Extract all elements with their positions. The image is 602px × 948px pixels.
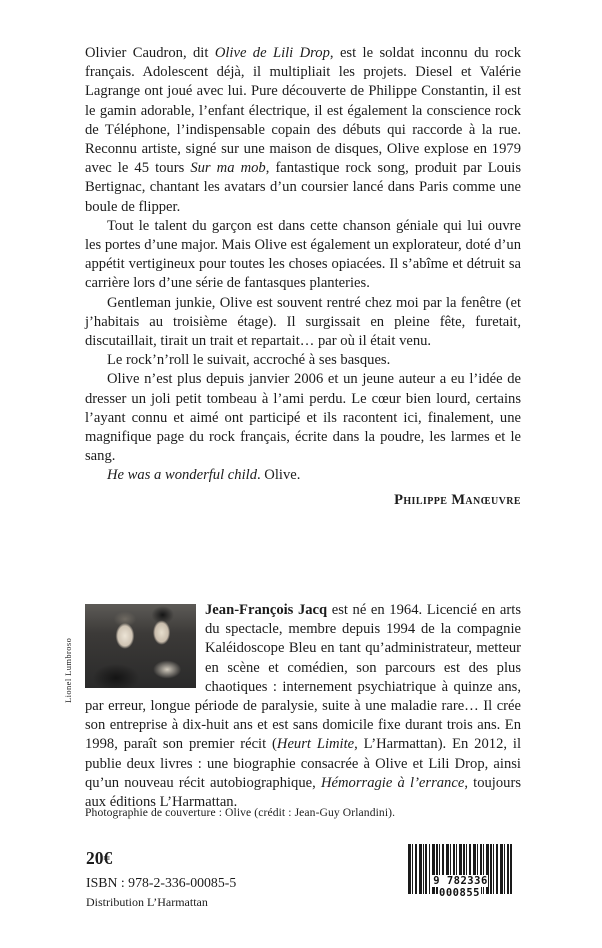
cover-photo-credit: Photographie de couverture : Olive (crédit : Jean-Guy Orlandini). (85, 806, 396, 819)
synopsis-paragraph: Olive n’est plus depuis janvier 2006 et un jeune auteur a eu l’idée de dresser un joli petit tombeau à l’ami perdu. Le cœur bien lourd, certains l’ayant connu et aimé ont participé et ils racontent ici, finalement, une magnifique page du rock français, écrite dans la poudre, les larmes et le sang. (85, 371, 521, 465)
synopsis (85, 44, 521, 510)
synopsis-paragraph: Tout le talent du garçon est dans cette chanson géniale qui lui ouvre les portes d’une major. Mais Olive est également un explorateur, doté d’un appétit vertigineux pour toutes les choses opiacées. Il s’abîme et détruit sa carrière lors d’une série de fantasques planteries. (85, 217, 521, 292)
isbn: ISBN : 978-2-336-00085-5 (86, 875, 237, 890)
price: 20€ (86, 848, 113, 868)
distribution: Distribution L’Harmattan (86, 895, 208, 909)
photo-credit: Lionel Lumbroso (63, 637, 73, 703)
author-bio (85, 601, 521, 812)
bio-paragraph: Jean-François Jacq est né en 1964. Licencié en arts du spectacle, membre depuis 1994 de la compagnie Kaléidoscope Bleu en tant qu’administrateur, metteur en scène et comédien, son parcours est des plus chaotiques : internement psychiatrique à quinze ans, par erreur, longue période de paralysie, suite à une maladie rare… Il crée son entreprise à dix-huit ans et est sans domicile fixe durant trois ans. En 1998, paraît son premier récit (Heurt Limite, L’Harmattan). En 2012, il publie deux livres : une biographie consacrée à Olive et Lili Drop, ainsi qu’un nouveau récit autobiographique, Hémorragie à l’errance, toujours aux éditions L’Harmattan. (85, 602, 522, 811)
synopsis-paragraph: Olivier Caudron, dit Olive de Lili Drop, est le soldat inconnu du rock français. Adolescent déjà, il multipliait les projets. Diesel et Valérie Lagrange ont joué avec lui. Pure découverte de Philippe Constantin, il est le gamin adorable, l’enfant électrique, il est également la conscience rock de Téléphone, l’indispensable copain des débuts qui raccorde à la rue. Reconnu artiste, signé sur une maison de disques, Olive explose en 1979 avec le 45 tours Sur ma mob, fantastique rock song, produit par Louis Bertignac, chantant les avatars d’un coursier lancé dans Paris comme une boule de flipper. (85, 45, 522, 215)
synopsis-paragraph: Gentleman junkie, Olive est souvent rentré chez moi par la fenêtre (et j’habitais au troisième étage). Il surgissait en pleine fête, furetait, discutaillait, tirait un trait et repartait… par où il était venu. (85, 294, 521, 350)
barcode (408, 844, 512, 900)
barcode-digits: 9 782336 000855 (433, 875, 488, 899)
synopsis-paragraph: He was a wonderful child. Olive. (107, 467, 301, 484)
signature: Philippe Manœuvre (394, 491, 521, 508)
author-photo (85, 604, 196, 688)
synopsis-paragraph: Le rock’n’roll le suivait, accroché à ses basques. (107, 352, 391, 369)
author-photo-image (85, 604, 196, 688)
